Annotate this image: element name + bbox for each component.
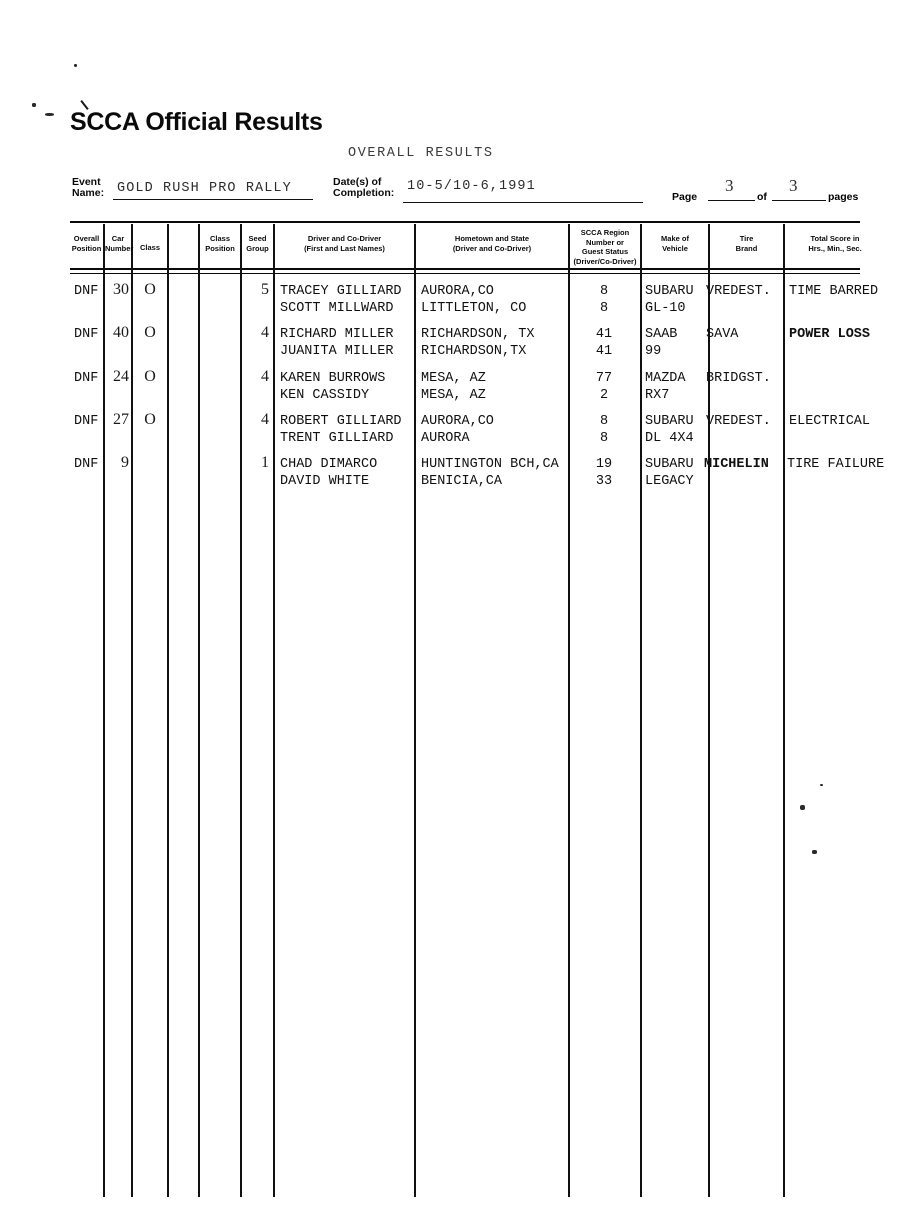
header-line3: Guest Status	[581, 247, 629, 256]
table-row: ELECTRICAL	[789, 414, 871, 429]
header-line2: Group	[246, 243, 269, 253]
table-row: ROBERT GILLIARD	[280, 414, 402, 429]
dates-underline	[403, 202, 643, 203]
header-line4: (Driver/Co-Driver)	[573, 256, 637, 266]
table-row: 1	[261, 454, 269, 471]
table-row: 4	[261, 368, 269, 385]
table-row: 5	[261, 281, 269, 298]
table-row: VREDEST.	[706, 284, 771, 299]
table-row: 8	[599, 284, 609, 299]
table-row: SAAB	[645, 327, 678, 342]
table-row: CHAD DIMARCO	[280, 457, 378, 472]
table-row: TRACEY GILLIARD	[280, 284, 402, 299]
table-row: DNF	[74, 327, 99, 342]
table-row: O	[144, 324, 156, 341]
column-divider	[240, 224, 242, 1197]
table-row: SAVA	[706, 327, 739, 342]
table-row: HUNTINGTON BCH,CA	[421, 457, 559, 472]
header-line2: (Driver and Co-Driver)	[452, 243, 532, 253]
table-row: MAZDA	[645, 371, 686, 386]
table-row: KAREN BURROWS	[280, 371, 386, 386]
page-number-value: 3	[725, 176, 734, 195]
column-header-drivers	[275, 234, 414, 253]
pages-label: pages	[828, 191, 859, 203]
table-row: SUBARU	[645, 457, 694, 472]
column-header-tire	[710, 234, 783, 253]
column-header-car-number	[105, 234, 134, 253]
table-top-border	[70, 221, 860, 223]
dates-label-line2: Completion:	[333, 187, 395, 199]
header-line2: Position	[71, 243, 102, 253]
table-row: DAVID WHITE	[280, 474, 370, 489]
scan-artifact	[45, 113, 54, 116]
table-row: DNF	[74, 284, 99, 299]
column-header-overall-position	[70, 234, 103, 253]
table-row: 24	[113, 368, 129, 385]
header-line1: Driver and Co-Driver	[307, 234, 382, 243]
header-line2: Number or	[586, 237, 624, 247]
page-label: Page	[672, 191, 698, 203]
dates-label-line1: Date(s) of	[333, 176, 382, 188]
table-row: 41	[595, 344, 613, 359]
header-line1: Hometown and State	[454, 234, 530, 243]
column-divider	[131, 224, 133, 1197]
table-row: DL 4X4	[645, 431, 694, 446]
table-row: POWER LOSS	[789, 327, 871, 342]
column-divider	[783, 224, 785, 1197]
header-line1: Make of	[661, 234, 689, 243]
table-row: 9	[121, 454, 129, 471]
table-row: MESA, AZ	[421, 371, 486, 386]
table-row: MESA, AZ	[421, 388, 486, 403]
table-row: MICHELIN	[704, 457, 769, 472]
table-row: DNF	[74, 414, 99, 429]
table-row: AURORA,CO	[421, 414, 494, 429]
table-row: O	[144, 281, 156, 298]
table-header-border-lower	[70, 273, 860, 274]
column-header-hometown	[416, 234, 568, 253]
table-row: 8	[599, 414, 609, 429]
table-row: SUBARU	[645, 284, 694, 299]
page-title: SCCA Official Results	[70, 108, 323, 136]
table-row: AURORA,CO	[421, 284, 494, 299]
event-name-label-line2: Name:	[72, 187, 105, 199]
table-row: 19	[595, 457, 613, 472]
column-divider	[273, 224, 275, 1197]
scan-artifact	[74, 64, 77, 67]
column-header-class	[133, 243, 167, 253]
dates-value: 10-5/10-6,1991	[407, 179, 536, 194]
table-row: DNF	[74, 457, 99, 472]
table-row: BRIDGST.	[706, 371, 771, 386]
header-line2: Brand	[735, 243, 758, 253]
page-total-underline	[772, 200, 826, 201]
header-line1: Class	[209, 234, 230, 243]
table-row: GL-10	[645, 301, 686, 316]
header-line1: Tire	[739, 234, 754, 243]
table-row: SCOTT MILLWARD	[280, 301, 394, 316]
table-row: O	[144, 411, 156, 428]
header-line2: Hrs., Min., Sec.	[808, 243, 862, 253]
column-header-make	[642, 234, 708, 253]
table-row: VREDEST.	[706, 414, 771, 429]
table-row: LEGACY	[645, 474, 694, 489]
table-row: RX7	[645, 388, 670, 403]
table-row: O	[144, 368, 156, 385]
event-name-label	[72, 177, 104, 199]
event-name-label-line1: Event	[72, 176, 101, 188]
table-row: RICHARDSON, TX	[421, 327, 535, 342]
column-header-total-score	[785, 234, 885, 253]
header-line2: (First and Last Names)	[304, 243, 385, 253]
table-row: 40	[113, 324, 129, 341]
header-line1: Car	[111, 234, 125, 243]
event-name-value: GOLD RUSH PRO RALLY	[117, 181, 292, 196]
table-row: 4	[261, 324, 269, 341]
table-row: LITTLETON, CO	[421, 301, 527, 316]
table-row: AURORA	[421, 431, 470, 446]
event-name-underline	[113, 199, 313, 200]
table-row: 2	[599, 388, 609, 403]
table-row: JUANITA MILLER	[280, 344, 394, 359]
results-subtitle: OVERALL RESULTS	[348, 146, 494, 161]
scan-artifact	[800, 805, 805, 810]
table-row: 27	[113, 411, 129, 428]
column-header-class-position	[200, 234, 240, 253]
table-row: TIRE FAILURE	[787, 457, 885, 472]
table-row: 99	[645, 344, 662, 359]
column-header-scca-region	[570, 228, 640, 266]
column-divider	[640, 224, 642, 1197]
scan-artifact	[32, 103, 36, 107]
table-row: 8	[599, 431, 609, 446]
header-line1: Seed	[248, 234, 267, 243]
table-row: KEN CASSIDY	[280, 388, 370, 403]
table-row: BENICIA,CA	[421, 474, 503, 489]
table-row: TIME BARRED	[789, 284, 879, 299]
header-line1: Class	[139, 243, 160, 252]
column-divider	[414, 224, 416, 1197]
table-row: 4	[261, 411, 269, 428]
header-line1: Overall	[73, 234, 100, 243]
table-header-border-upper	[70, 268, 860, 270]
table-row: 41	[595, 327, 613, 342]
table-row: RICHARD MILLER	[280, 327, 394, 342]
header-line1: Total Score in	[810, 234, 860, 243]
header-line2: Vehicle	[662, 243, 688, 253]
table-row: 33	[595, 474, 613, 489]
table-row: 30	[113, 281, 129, 298]
table-row: 8	[599, 301, 609, 316]
scan-artifact	[812, 850, 817, 854]
table-row: DNF	[74, 371, 99, 386]
page-of-label: of	[757, 191, 767, 203]
column-divider	[198, 224, 200, 1197]
table-row: TRENT GILLIARD	[280, 431, 394, 446]
header-line2: Position	[205, 243, 235, 253]
table-row: RICHARDSON,TX	[421, 344, 527, 359]
scan-artifact	[820, 784, 823, 786]
table-row: SUBARU	[645, 414, 694, 429]
dates-label	[333, 177, 394, 199]
page-number-underline	[708, 200, 755, 201]
header-line1: SCCA Region	[580, 228, 630, 237]
header-line2: Number	[105, 243, 134, 253]
column-header-seed-group	[242, 234, 273, 253]
table-row: 77	[595, 371, 613, 386]
column-divider	[167, 224, 169, 1197]
page-total-value: 3	[789, 176, 798, 195]
